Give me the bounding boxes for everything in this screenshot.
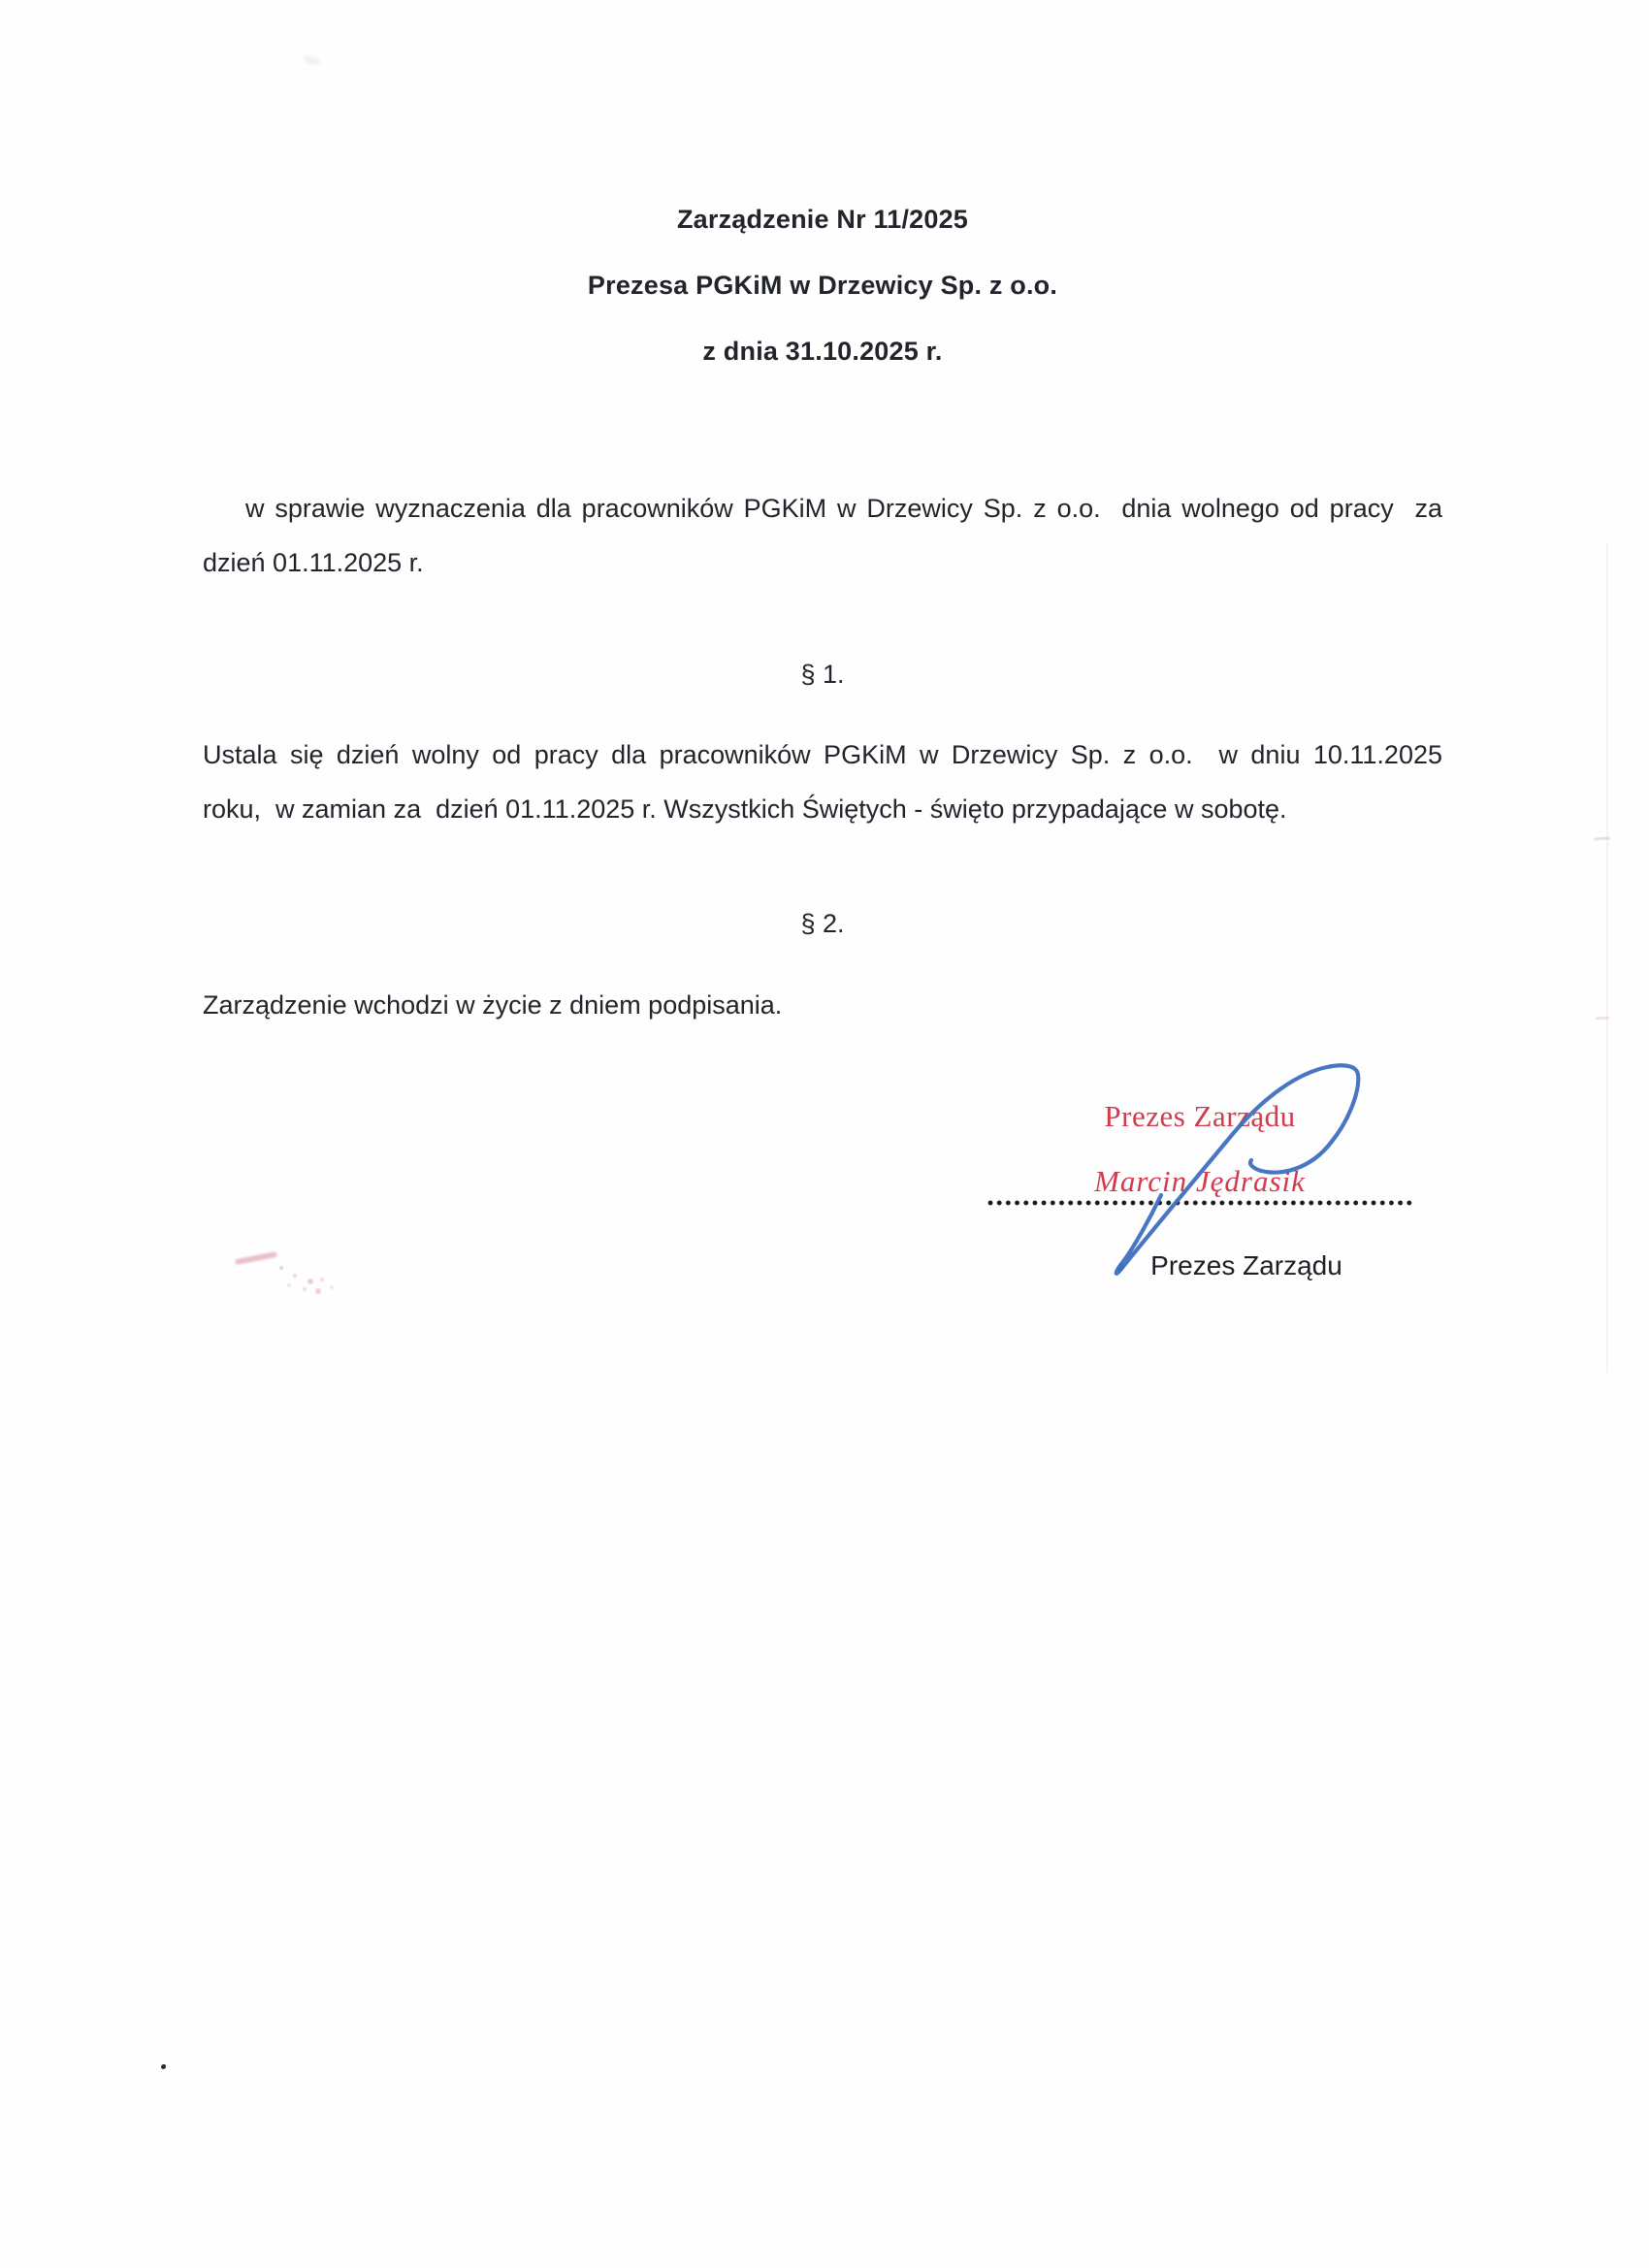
scan-fold-tick-artifact: [1594, 836, 1610, 840]
section-1-line-1: Ustala się dzień wolny od pracy dla pracowników PGKiM w Drzewicy Sp. z o.o. w dniu 10.11.2025: [203, 740, 1442, 769]
intro-line-2: dzień 01.11.2025 r.: [203, 548, 424, 577]
section-1-paragraph: [203, 728, 1442, 836]
stamp-smudge-artifact: [235, 1251, 277, 1265]
stamp-title-text: Prezes Zarządu: [1104, 1099, 1296, 1133]
signature-caption: Prezes Zarządu: [1150, 1250, 1342, 1280]
document-title-issuer: Prezesa PGKiM w Drzewicy Sp. z o.o.: [587, 271, 1058, 300]
scan-dot-artifact: [161, 2064, 166, 2069]
section-2-heading: § 2.: [800, 909, 845, 938]
stamp-speckle-artifact: [279, 1266, 283, 1270]
section-2-line-1: Zarządzenie wchodzi w życie z dniem podpisania.: [203, 990, 783, 1020]
intro-paragraph: [203, 481, 1442, 590]
section-1-line-2: roku, w zamian za dzień 01.11.2025 r. Wszystkich Świętych - święto przypadające w sobotę.: [203, 794, 1287, 824]
scan-fold-tick-artifact: [1596, 1017, 1609, 1021]
section-2-paragraph: [203, 978, 1442, 1032]
document-title-date: z dnia 31.10.2025 r.: [702, 337, 943, 366]
section-1-heading: § 1.: [800, 660, 845, 689]
document-title-number: Zarządzenie Nr 11/2025: [676, 205, 969, 234]
scan-smudge-artifact: [302, 53, 321, 66]
scan-fold-line-artifact: [1606, 543, 1608, 1373]
intro-line-1: w sprawie wyznaczenia dla pracowników PGKiM w Drzewicy Sp. z o.o. dnia wolnego od pracy za: [245, 494, 1442, 523]
signature-dotted-line: [986, 1199, 1413, 1207]
stamp-name-text: Marcin Jędrasik: [1094, 1164, 1306, 1198]
